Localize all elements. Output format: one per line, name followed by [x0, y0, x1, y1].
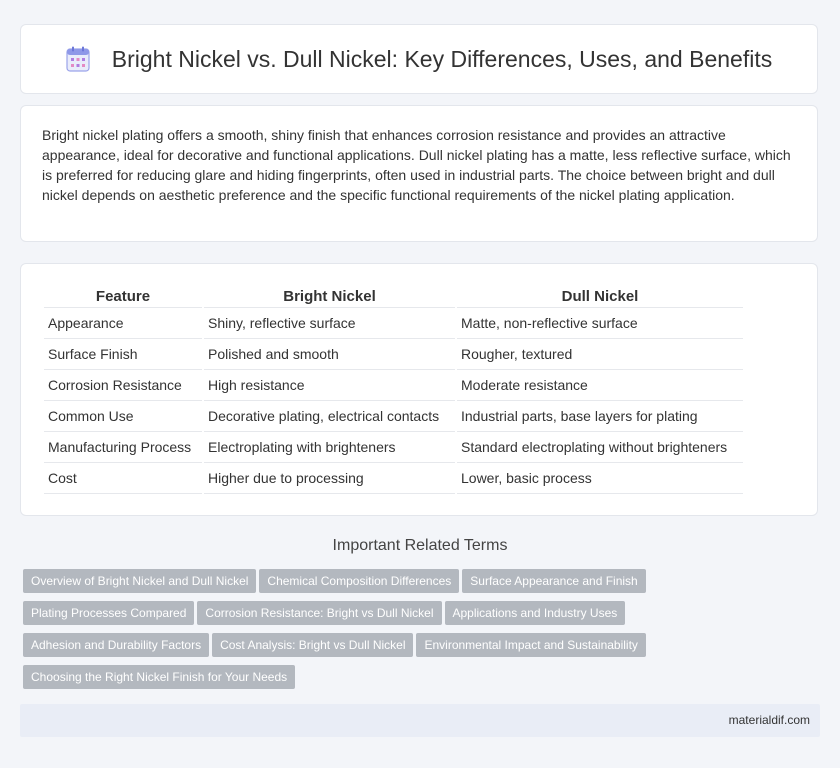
related-term-tag[interactable]: Overview of Bright Nickel and Dull Nickel	[23, 569, 256, 593]
intro-card	[20, 105, 818, 242]
table-cell: Electroplating with brighteners	[204, 432, 455, 463]
column-header-bright-nickel: Bright Nickel	[204, 286, 455, 308]
footer-bar	[20, 704, 820, 737]
table-cell: Moderate resistance	[457, 370, 743, 401]
related-term-tag[interactable]: Applications and Industry Uses	[445, 601, 626, 625]
column-header-feature: Feature	[44, 286, 202, 308]
table-row	[44, 339, 743, 370]
table-cell: Common Use	[44, 401, 202, 432]
table-row	[44, 370, 743, 401]
table-cell: Standard electroplating without brighteners	[457, 432, 743, 463]
related-term-tag[interactable]: Surface Appearance and Finish	[462, 569, 645, 593]
comparison-table	[42, 286, 745, 494]
related-term-tag[interactable]: Plating Processes Compared	[23, 601, 194, 625]
intro-paragraph: Bright nickel plating offers a smooth, shiny finish that enhances corrosion resistance and provides an attractive appearance, ideal for decorative and functional applications. Dull nickel plating has a matte, less reflective surface, which is preferred for reducing glare and hiding fingerprints, often used in industrial parts. The choice between bright and dull nickel depends on aesthetic preference and the specific functional requirements of the nickel plating application.	[42, 127, 791, 203]
related-term-tag[interactable]: Adhesion and Durability Factors	[23, 633, 209, 657]
table-row	[44, 308, 743, 339]
related-term-tag[interactable]: Environmental Impact and Sustainability	[416, 633, 645, 657]
table-header-row	[44, 286, 743, 308]
table-row	[44, 463, 743, 494]
related-term-tag[interactable]: Cost Analysis: Bright vs Dull Nickel	[212, 633, 413, 657]
table-cell: Surface Finish	[44, 339, 202, 370]
table-cell: Rougher, textured	[457, 339, 743, 370]
table-cell: Matte, non-reflective surface	[457, 308, 743, 339]
table-cell: Lower, basic process	[457, 463, 743, 494]
header-card	[20, 24, 818, 94]
related-terms-heading: Important Related Terms	[332, 537, 508, 554]
table-cell: Higher due to processing	[204, 463, 455, 494]
table-cell: Industrial parts, base layers for plating	[457, 401, 743, 432]
table-cell: Manufacturing Process	[44, 432, 202, 463]
table-cell: Polished and smooth	[204, 339, 455, 370]
related-term-tag[interactable]: Choosing the Right Nickel Finish for Your Needs	[23, 665, 295, 689]
calendar-grid-icon	[66, 46, 90, 72]
table-row	[44, 401, 743, 432]
table-row	[44, 432, 743, 463]
related-term-tag[interactable]: Chemical Composition Differences	[259, 569, 459, 593]
comparison-table-card	[20, 263, 818, 516]
table-cell: Decorative plating, electrical contacts	[204, 401, 455, 432]
table-cell: Appearance	[44, 308, 202, 339]
related-terms-tags	[23, 569, 823, 697]
table-cell: High resistance	[204, 370, 455, 401]
table-cell: Corrosion Resistance	[44, 370, 202, 401]
footer-site-link[interactable]: materialdif.com	[728, 713, 810, 727]
column-header-dull-nickel: Dull Nickel	[457, 286, 743, 308]
table-cell: Shiny, reflective surface	[204, 308, 455, 339]
table-cell: Cost	[44, 463, 202, 494]
related-term-tag[interactable]: Corrosion Resistance: Bright vs Dull Nickel	[197, 601, 441, 625]
page-title: Bright Nickel vs. Dull Nickel: Key Differences, Uses, and Benefits	[111, 45, 773, 72]
